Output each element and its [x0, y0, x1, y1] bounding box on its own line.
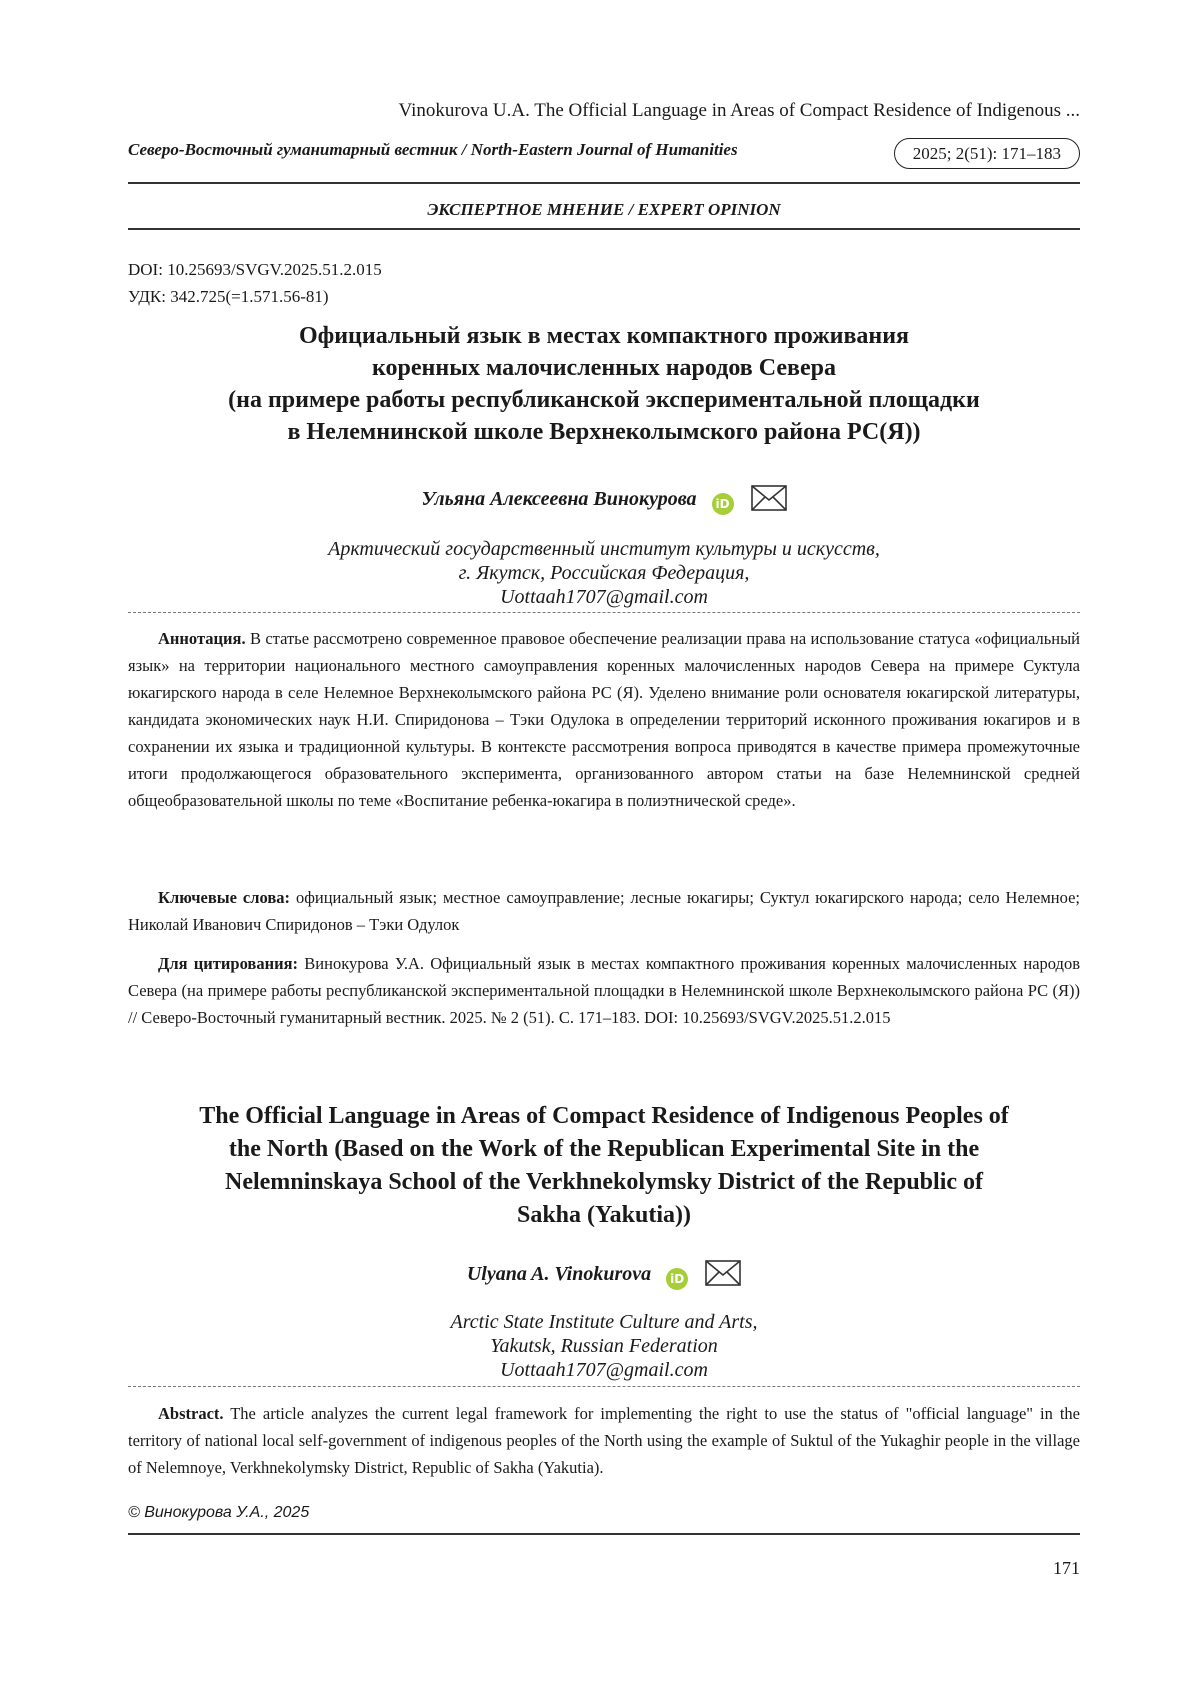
email-ru[interactable]: Uottaah1707@gmail.com: [500, 586, 708, 608]
footer-rule: [128, 1533, 1080, 1535]
abstract-ru-label: Аннотация.: [158, 629, 246, 648]
affiliation-ru-line: г. Якутск, Российская Федерация,: [458, 562, 750, 584]
author-ru-line: [128, 485, 1080, 517]
identifiers: [128, 256, 382, 310]
journal-row: [128, 138, 1080, 174]
dashed-rule: [128, 1386, 1080, 1387]
citation-ru-text: Винокурова У.А. Официальный язык в местах компактного проживания коренных малочисленных народов Севера (на примере работы республиканской экспериментальной площадки в Нелемнинской школе Верхнеколымского района РС (Я)) // Северо-Восточный гуманитарный вестник. 2025. № 2 (51). С. 171–183. DOI: 10.25693/SVGV.2025.51.2.015: [128, 954, 1080, 1027]
header-rule: [128, 182, 1080, 184]
affiliation-ru: [128, 537, 1080, 609]
section-label: ЭКСПЕРТНОЕ МНЕНИЕ / EXPERT OPINION: [427, 200, 781, 219]
section-rule: [128, 228, 1080, 230]
orcid-icon[interactable]: iD: [712, 493, 734, 515]
keywords-ru: [128, 884, 1080, 938]
affiliation-en-line: Arctic State Institute Culture and Arts,: [450, 1311, 758, 1333]
mail-icon[interactable]: [751, 485, 787, 517]
affiliation-en: [128, 1310, 1080, 1382]
author-en: Ulyana A. Vinokurova: [466, 1263, 652, 1285]
citation-ru-label: Для цитирования:: [158, 954, 299, 973]
title-en: [128, 1100, 1080, 1232]
keywords-ru-label: Ключевые слова:: [158, 888, 290, 907]
title-ru-line: коренных малочисленных народов Севера: [372, 355, 836, 381]
title-ru-line: Официальный язык в местах компактного проживания: [298, 323, 910, 349]
keywords-ru-text: официальный язык; местное самоуправление; лесные юкагиры; Суктул юкагирского народа; село Нелемное; Николай Иванович Спиридонов – Тэки Одулок: [128, 888, 1080, 934]
title-en-line: Sakha (Yakutia)): [516, 1202, 692, 1228]
title-en-line: Nelemninskaya School of the Verkhnekolymsky District of the Republic of: [224, 1169, 984, 1195]
title-ru: [128, 320, 1080, 448]
orcid-icon[interactable]: iD: [666, 1268, 688, 1290]
title-ru-line: (на примере работы республиканской экспериментальной площадки: [228, 387, 980, 413]
author-ru: Ульяна Алексеевна Винокурова: [421, 488, 697, 510]
running-title: Vinokurova U.A. The Official Language in Areas of Compact Residence of Indigenous ...: [398, 100, 1080, 121]
abstract-ru: [128, 625, 1080, 814]
abstract-en-label: Abstract.: [158, 1404, 224, 1423]
dashed-rule: [128, 612, 1080, 613]
author-en-line: [128, 1260, 1080, 1292]
page-number: 171: [1053, 1558, 1080, 1578]
title-en-line: the North (Based on the Work of the Republican Experimental Site in the: [228, 1136, 980, 1162]
mail-icon[interactable]: [705, 1260, 741, 1292]
abstract-ru-text: В статье рассмотрено современное правовое обеспечение реализации права на использование статуса «официальный язык» на территории национального местного самоуправления коренных малочисленных народов Севера на примере Суктула юкагирского народа в селе Нелемное Верхнеколымского района РС (Я). Уделено внимание роли основателя юкагирской литературы, кандидата экономических наук Н.И. Спиридонова – Тэки Одулока в определении территорий исконного проживания юкагиров и в сохранении их языка и традиционной культуры. В контексте рассмотрения вопроса приводятся в качестве примера промежуточные итоги продолжающегося образовательного эксперимента, организованного автором статьи на базе Нелемнинской средней общеобразовательной школы по теме «Воспитание ребенка-юкагира в полиэтнической среде».: [128, 629, 1080, 810]
title-ru-line: в Нелемнинской школе Верхнеколымского района РС(Я)): [287, 419, 921, 445]
copyright: © Винокурова У.А., 2025: [128, 1504, 310, 1521]
affiliation-en-line: Yakutsk, Russian Federation: [490, 1335, 718, 1357]
email-en[interactable]: Uottaah1707@gmail.com: [500, 1359, 708, 1381]
title-en-line: The Official Language in Areas of Compact Residence of Indigenous Peoples of: [199, 1103, 1009, 1129]
journal-name: Северо-Восточный гуманитарный вестник / North-Eastern Journal of Humanities: [128, 140, 738, 159]
abstract-en: [128, 1400, 1080, 1481]
affiliation-ru-line: Арктический государственный институт культуры и искусств,: [328, 538, 880, 560]
issue-badge: 2025; 2(51): 171–183: [894, 138, 1080, 169]
doi[interactable]: DOI: 10.25693/SVGV.2025.51.2.015: [128, 260, 382, 279]
abstract-en-text: The article analyzes the current legal framework for implementing the right to use the status of "official language" in the territory of national local self-government of indigenous peoples of the North using the example of Suktul of the Yukaghir people in the village of Nelemnoye, Verkhnekolymsky District, Republic of Sakha (Yakutia).: [128, 1404, 1080, 1477]
citation-ru: [128, 950, 1080, 1031]
udk: УДК: 342.725(=1.571.56-81): [128, 287, 329, 306]
